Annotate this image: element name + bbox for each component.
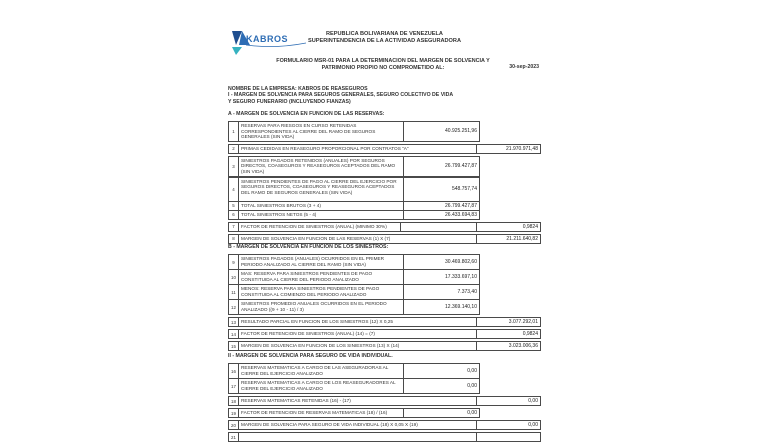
row-value: 26.799.427,87 bbox=[403, 157, 479, 176]
table-row bbox=[228, 329, 541, 339]
section-ii-title: II - MARGEN DE SOLVENCIA PARA SEGURO DE VIDA INDIVIDUAL. bbox=[228, 353, 393, 359]
row-number: 8 bbox=[229, 235, 239, 243]
table-row bbox=[228, 121, 480, 142]
section-a bbox=[228, 111, 541, 244]
row-number: 12 bbox=[229, 300, 239, 314]
row-value: 0,00 bbox=[403, 379, 479, 393]
row-value: 30.469.802,60 bbox=[403, 255, 479, 269]
table-row bbox=[228, 420, 541, 430]
row-value: 3.077.292,01 bbox=[476, 318, 540, 326]
row-label: RESERVAS MATEMATICAS RETENIDAS (16) - (17) bbox=[241, 398, 351, 403]
row-number: 9 bbox=[229, 255, 239, 269]
row-label: RESULTADO PARCIAL EN FUNCION DE LOS SINIESTROS (12) X 0,25 bbox=[241, 319, 393, 324]
logo-wordmark: KABROS bbox=[246, 34, 289, 44]
section-ii-table bbox=[228, 363, 541, 442]
row-label bbox=[239, 433, 476, 441]
row-value: 0,00 bbox=[476, 397, 540, 405]
row-value: 26.433.694,83 bbox=[403, 211, 479, 219]
scope-line-2: Y SEGURO FUNERARIO (INCLUYENDO FIANZAS) bbox=[228, 98, 351, 105]
table-row bbox=[228, 269, 480, 285]
row-label: FACTOR DE RETENCION DE RESERVAS MATEMATICAS (18) / (16) bbox=[241, 410, 388, 415]
table-row bbox=[228, 396, 541, 406]
form-title bbox=[258, 58, 508, 71]
form-date: 30-sep-2023 bbox=[509, 64, 539, 70]
form-title-line-2: PATRIMONIO PROPIO NO COMPROMETIDO AL: bbox=[321, 64, 445, 71]
row-label: MARGEN DE SOLVENCIA EN FUNCION DE LOS SINIESTROS (13) X (14) bbox=[241, 343, 400, 348]
section-b bbox=[228, 244, 541, 351]
row-label: PRIMAS CEDIDAS EN REASEGURO PROPORCIONAL POR CONTRATOS "A" bbox=[241, 145, 409, 151]
row-value: 26.799.427,87 bbox=[403, 202, 479, 210]
table-row bbox=[228, 341, 541, 351]
table-row bbox=[228, 254, 480, 270]
table-row bbox=[228, 222, 541, 232]
row-number: 19 bbox=[229, 409, 239, 417]
row-label: TOTAL SINIESTROS BRUTOS (3 + 4) bbox=[241, 202, 321, 208]
table-row bbox=[228, 156, 480, 177]
row-value: 40.925.251,96 bbox=[403, 122, 479, 141]
row-value: 21.970.971,48 bbox=[476, 145, 540, 153]
section-a-table bbox=[228, 121, 541, 244]
company-block bbox=[228, 86, 541, 105]
row-number: 1 bbox=[229, 122, 239, 141]
row-label: FACTOR DE RETENCION DE SINIESTROS (ANUAL) (14) = (7) bbox=[241, 331, 375, 336]
row-label: MARGEN DE SOLVENCIA EN FUNCION DE LAS RESERVAS (1) X (7) bbox=[241, 235, 391, 241]
row-number: 2 bbox=[229, 145, 239, 153]
org-header bbox=[228, 31, 541, 45]
row-label: SINIESTROS PAGADOS RETENIDOS (ANUALES) POR SEGUROS DIRECTOS, COASEGUROS Y REASEGUROS ACEPTADOS DEL RAMO (SIN VIDA) bbox=[241, 157, 396, 174]
row-label: MENOS: RESERVA PARA SINIESTROS PENDIENTES DE PAGO CONSTITUIDA AL COMIENZO DEL PERIODO ANALIZADO bbox=[241, 286, 380, 297]
form-content bbox=[228, 0, 541, 440]
row-number: 15 bbox=[229, 342, 239, 350]
row-value: 548.757,74 bbox=[403, 178, 479, 201]
table-row bbox=[228, 299, 480, 315]
org-line-2: SUPERINTENDENCIA DE LA ACTIVIDAD ASEGURADORA bbox=[307, 38, 461, 44]
row-value: 12.369.140,10 bbox=[403, 300, 479, 314]
table-row bbox=[228, 378, 480, 394]
row-number: 6 bbox=[229, 211, 239, 219]
row-number: 11 bbox=[229, 285, 239, 299]
row-label: RESERVAS MATEMATICAS A CARGO DE LOS REASEGURADORES AL CIERRE DEL EJERCICIO ANALIZADO bbox=[241, 380, 396, 391]
row-value: 0,00 bbox=[403, 409, 479, 417]
row-empty-cell bbox=[400, 223, 476, 231]
table-row bbox=[228, 432, 541, 442]
row-number: 21 bbox=[229, 433, 239, 441]
table-row bbox=[228, 317, 541, 327]
row-value bbox=[476, 433, 540, 441]
section-a-title: A - MARGEN DE SOLVENCIA EN FUNCION DE LAS RESERVAS: bbox=[228, 111, 385, 117]
table-row bbox=[228, 201, 480, 211]
row-label: SINIESTROS PAGADOS (ANUALES) OCURRIDOS EN EL PRIMER PERIODO ANALIZADO AL CIERRE DEL RAMO (SIN VIDA) bbox=[241, 256, 384, 267]
row-number: 18 bbox=[229, 397, 239, 405]
row-value: 0,9824 bbox=[476, 330, 540, 338]
row-label: SINIESTROS PENDIENTES DE PAGO AL CIERRE DEL EJERCICIO POR SEGUROS DIRECTOS, COASEGUROS Y REASEGUROS ACEPTADOS DEL RAMO DE SEGUROS GENERALES (SIN VIDA) bbox=[241, 178, 397, 195]
table-row bbox=[228, 408, 480, 418]
row-number: 16 bbox=[229, 364, 239, 378]
row-number: 4 bbox=[229, 178, 239, 201]
row-label: TOTAL SINIESTROS NETOS (5 - 4) bbox=[241, 211, 317, 217]
table-row bbox=[228, 144, 541, 154]
section-b-title: B - MARGEN DE SOLVENCIA EN FUNCION DE LOS SINIESTROS: bbox=[228, 244, 389, 250]
company-name: NOMBRE DE LA EMPRESA: KABROS DE REASEGUROS bbox=[228, 86, 368, 92]
row-number: 7 bbox=[229, 223, 239, 231]
row-value: 0,9824 bbox=[476, 223, 540, 231]
row-number: 10 bbox=[229, 270, 239, 284]
row-number: 14 bbox=[229, 330, 239, 338]
table-row bbox=[228, 363, 480, 379]
row-label: MARGEN DE SOLVENCIA PARA SEGURO DE VIDA INDIVIDUAL (18) X 0,05 X (19) bbox=[241, 422, 418, 427]
row-value: 0,00 bbox=[403, 364, 479, 378]
row-value: 17.333.697,10 bbox=[403, 270, 479, 284]
row-label: RESERVAS PARA RIESGOS EN CURSO RETENIDAS CORRESPONDIENTES AL CIERRE DEL RAMO DE SEGUROS GENERALES (SIN VIDA) bbox=[241, 123, 376, 140]
row-number: 20 bbox=[229, 421, 239, 429]
row-number: 5 bbox=[229, 202, 239, 210]
form-title-line-1: FORMULARIO MSR-01 PARA LA DETERMINACION DEL MARGEN DE SOLVENCIA Y bbox=[276, 58, 490, 64]
row-number: 17 bbox=[229, 379, 239, 393]
row-label: RESERVAS MATEMATICAS A CARGO DE LAS ASEGURADORAS AL CIERRE DEL EJERCICIO ANALIZADO bbox=[241, 365, 389, 376]
row-value: 7.373,40 bbox=[403, 285, 479, 299]
table-row bbox=[228, 284, 480, 300]
table-row bbox=[228, 210, 480, 220]
row-value: 3.023.006,36 bbox=[476, 342, 540, 350]
row-number: 3 bbox=[229, 157, 239, 176]
row-value: 0,00 bbox=[476, 421, 540, 429]
table-row bbox=[228, 177, 480, 202]
row-number: 13 bbox=[229, 318, 239, 326]
section-b-table bbox=[228, 254, 541, 351]
row-label: MAS: RESERVA PARA SINIESTROS PENDIENTES DE PAGO CONSTITUIDA AL CIERRE DEL PERIODO ANALIZADO bbox=[241, 271, 373, 282]
scope-line-1: I - MARGEN DE SOLVENCIA PARA SEGUROS GENERALES, SEGURO COLECTIVO DE VIDA bbox=[228, 92, 454, 99]
row-label: FACTOR DE RETENCION DE SINIESTROS (ANUAL) (MINIMO 30%) bbox=[241, 223, 387, 229]
table-row bbox=[228, 234, 541, 244]
row-value: 21.211.640,82 bbox=[476, 235, 540, 243]
org-line-1: REPUBLICA BOLIVARIANA DE VENEZUELA bbox=[326, 31, 443, 37]
row-label: SINIESTROS PROMEDIO ANUALES OCURRIDOS EN EL PERIODO ANALIZADO ((9 + 10 - 11) / 3) bbox=[241, 301, 387, 312]
section-ii bbox=[228, 353, 541, 442]
